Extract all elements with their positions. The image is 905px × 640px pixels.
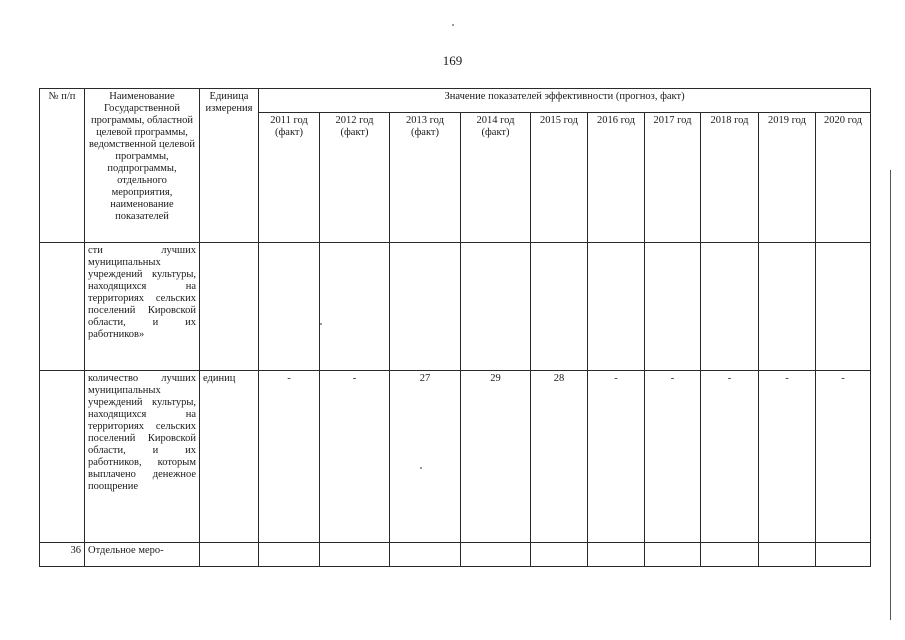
row-value: - (816, 371, 871, 543)
row-value (645, 243, 701, 371)
scan-edge-line (890, 170, 891, 620)
row-value (701, 543, 759, 567)
row-name: Отдельное меро- (85, 543, 200, 567)
row-value (531, 543, 588, 567)
row-value (390, 243, 461, 371)
row-value: - (759, 371, 816, 543)
header-year: 2014 год (факт) (461, 113, 531, 243)
row-value (461, 543, 531, 567)
row-value (259, 543, 320, 567)
row-value: 28 (531, 371, 588, 543)
row-name: сти лучших муниципальных учреждений культуры, находящихся на территориях сельских поселений Кировской области, и их работников» (85, 243, 200, 371)
scan-speck (420, 467, 422, 469)
table-row (40, 243, 871, 371)
row-name: количество лучших муниципальных учреждений культуры, находящихся на территориях сельских поселений Кировской области, и их работников, которым выплачено денежное поощрение (85, 371, 200, 543)
row-value (816, 543, 871, 567)
header-num: № п/п (40, 89, 85, 243)
row-value: 29 (461, 371, 531, 543)
header-year: 2011 год (факт) (259, 113, 320, 243)
scan-speck (452, 24, 454, 26)
row-value (816, 243, 871, 371)
row-value (759, 243, 816, 371)
header-year: 2020 год (816, 113, 871, 243)
header-row-1 (40, 89, 871, 113)
header-year: 2012 год (факт) (320, 113, 390, 243)
header-year: 2018 год (701, 113, 759, 243)
header-unit: Единица измерения (200, 89, 259, 243)
row-value (701, 243, 759, 371)
row-value: 27 (390, 371, 461, 543)
page-number: 169 (442, 53, 463, 68)
row-value (259, 243, 320, 371)
row-unit: единиц (200, 371, 259, 543)
row-value: - (588, 371, 645, 543)
row-value: - (320, 371, 390, 543)
row-unit (200, 543, 259, 567)
row-num: 36 (40, 543, 85, 567)
row-value (461, 243, 531, 371)
row-unit (200, 243, 259, 371)
table-row (40, 371, 871, 543)
row-value: - (645, 371, 701, 543)
row-value (588, 243, 645, 371)
header-year: 2015 год (531, 113, 588, 243)
header-year: 2016 год (588, 113, 645, 243)
header-name: Наименование Государственной программы, областной целевой программы, ведомственной целевой программы, подпрограммы, отдельного мероприятия, наименование показателей (85, 89, 200, 243)
row-value: - (259, 371, 320, 543)
table-row (40, 543, 871, 567)
row-value (320, 543, 390, 567)
header-year: 2013 год (факт) (390, 113, 461, 243)
header-year: 2017 год (645, 113, 701, 243)
row-value (390, 543, 461, 567)
header-year: 2019 год (759, 113, 816, 243)
row-value (759, 543, 816, 567)
scan-speck (320, 323, 322, 325)
row-value (588, 543, 645, 567)
row-value (531, 243, 588, 371)
header-values-group: Значение показателей эффективности (прогноз, факт) (259, 89, 871, 113)
row-value: - (701, 371, 759, 543)
row-value (320, 243, 390, 371)
row-num (40, 243, 85, 371)
row-value (645, 543, 701, 567)
row-num (40, 371, 85, 543)
performance-indicators-table (39, 88, 871, 567)
